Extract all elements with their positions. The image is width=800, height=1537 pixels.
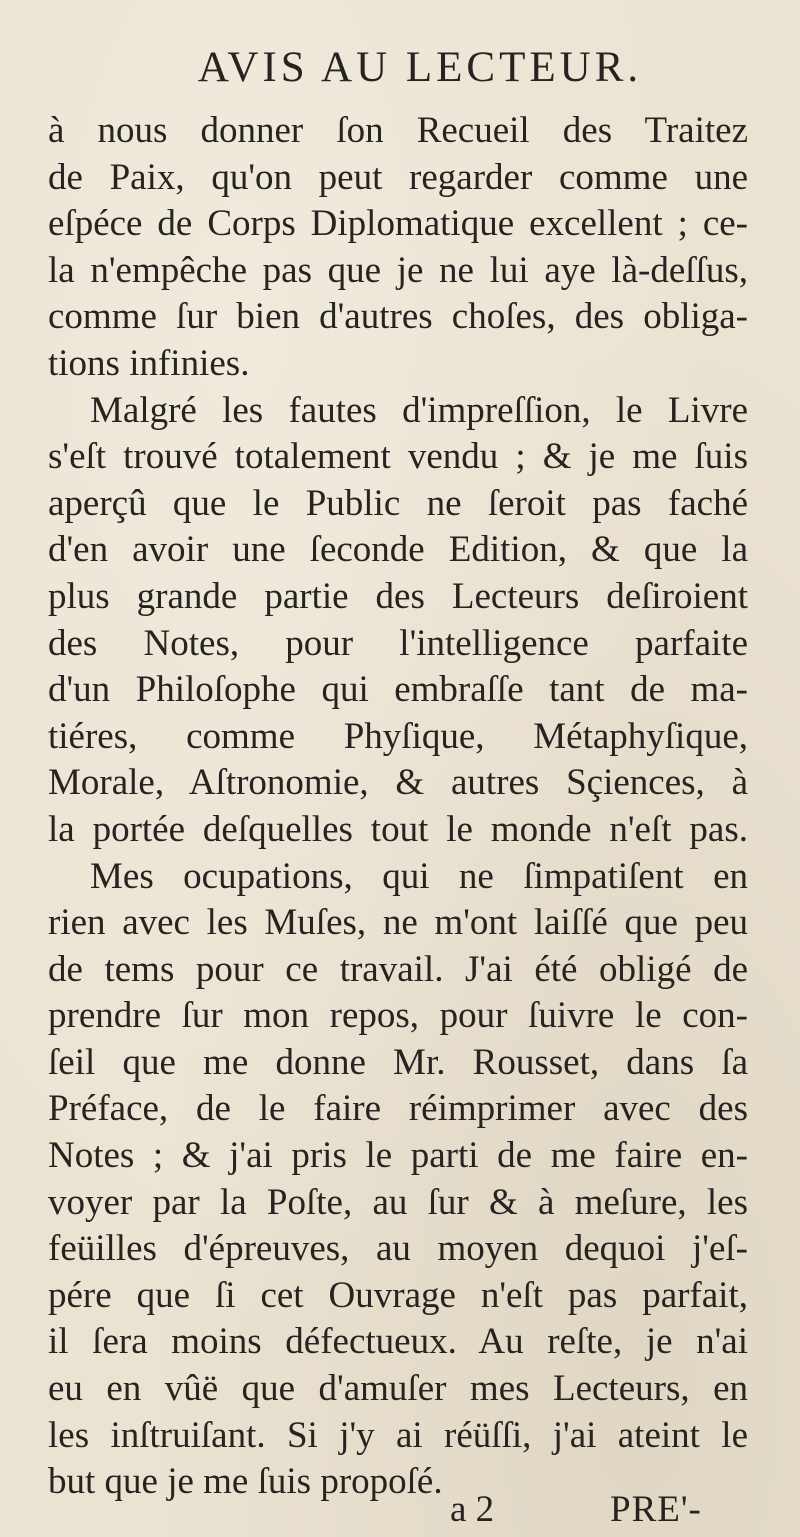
- text-line: pére que ſi cet Ouvrage n'eſt pas parfait,: [48, 1274, 748, 1316]
- text-line: il ſera moins défectueux. Au reſte, je n'ai: [48, 1321, 748, 1363]
- text-line: la portée deſquelles tout le monde n'eſt pas.: [48, 808, 748, 850]
- text-line: tiéres, comme Phyſique, Métaphyſique,: [48, 715, 748, 757]
- text-line: ſeil que me donne Mr. Rousset, dans ſa: [48, 1041, 748, 1083]
- text-line: prendre ſur mon repos, pour ſuivre le con-: [48, 995, 748, 1037]
- text-line: eſpéce de Corps Diplomatique excellent ; ce-: [48, 203, 748, 245]
- text-line: Morale, Aſtronomie, & autres Sçiences, à: [48, 762, 748, 804]
- text-line: comme ſur bien d'autres choſes, des obliga-: [48, 296, 748, 338]
- text-line: Notes ; & j'ai pris le parti de me faire en-: [48, 1135, 748, 1177]
- text-line: tions infinies.: [48, 342, 250, 384]
- text-line: la n'empêche pas que je ne lui aye là-deſſus,: [48, 249, 748, 291]
- text-line: Malgré les fautes d'impreſſion, le Livre: [90, 389, 748, 431]
- body-text: [48, 108, 748, 1506]
- text-line: les inſtruiſant. Si j'y ai réüſſi, j'ai ateint le: [48, 1414, 748, 1456]
- text-line: de Paix, qu'on peut regarder comme une: [48, 156, 748, 198]
- text-line: voyer par la Poſte, au ſur & à meſure, les: [48, 1181, 748, 1223]
- text-line: aperçû que le Public ne ſeroit pas faché: [48, 482, 748, 524]
- text-line: plus grande partie des Lecteurs deſiroient: [48, 575, 748, 617]
- text-line: feüilles d'épreuves, au moyen dequoi j'eſ-: [48, 1228, 748, 1270]
- signature-mark: a 2: [450, 1489, 495, 1530]
- page-footer: [450, 1487, 750, 1533]
- text-line: à nous donner ſon Recueil des Traitez: [48, 110, 748, 151]
- catchword: PRE'-: [610, 1489, 702, 1530]
- text-line: eu en vûë que d'amuſer mes Lecteurs, en: [48, 1368, 748, 1410]
- text-line: d'un Philoſophe qui embraſſe tant de ma-: [48, 669, 748, 711]
- text-line: Mes ocupations, qui ne ſimpatiſent en: [90, 855, 748, 897]
- running-head: AVIS AU LECTEUR.: [197, 44, 643, 91]
- text-line: Préface, de le faire réimprimer avec des: [48, 1088, 748, 1130]
- text-line: de tems pour ce travail. J'ai été obligé de: [48, 948, 748, 990]
- text-line: d'en avoir une ſeconde Edition, & que la: [48, 529, 748, 571]
- text-line: s'eſt trouvé totalement vendu ; & je me ſuis: [48, 436, 748, 478]
- text-line: rien avec les Muſes, ne m'ont laiſſé que peu: [48, 902, 748, 944]
- text-line: but que je me ſuis propoſé.: [48, 1461, 443, 1503]
- text-line: des Notes, pour l'intelligence parfaite: [48, 622, 748, 664]
